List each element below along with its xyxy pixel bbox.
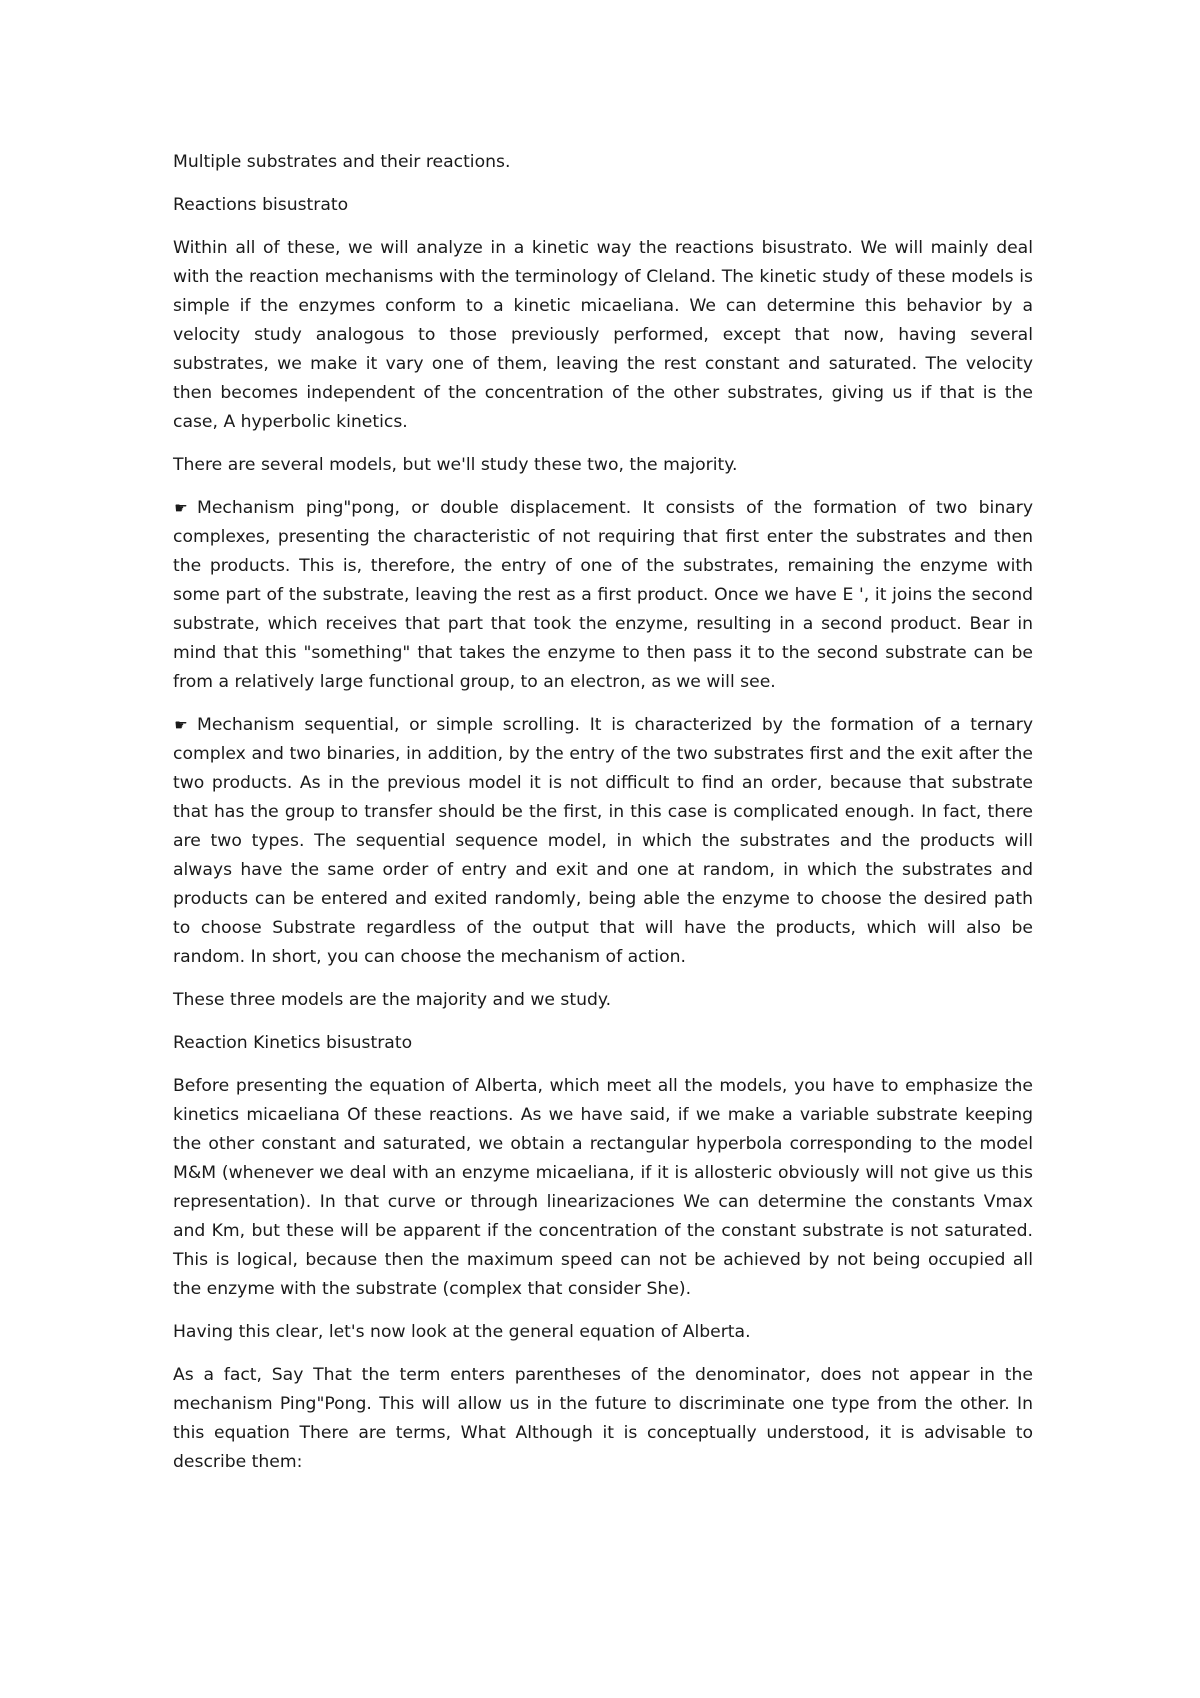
paragraph-alberta: Before presenting the equation of Alberta, which meet all the models, you have to emphasize the kinetics micaeliana Of these reactions. As we have said, if we make a variable substrate keeping the other constant and saturated, we obtain a rectangular hyperbola corresponding to the model M&M (whenever we deal with an enzyme micaeliana, if it is allosteric obviously will not give us this representation). In that curve or through linearizaciones We can determine the constants Vmax and Km, but these will be apparent if the concentration of the constant substrate is not saturated. This is logical, because then the maximum speed can not be achieved by not being occupied all the enzyme with the substrate (complex that consider She). bbox=[173, 1076, 1033, 1299]
paragraph-general-equation: Having this clear, let's now look at the general equation of Alberta. bbox=[173, 1322, 751, 1342]
bullet-item-sequential bbox=[173, 711, 1033, 972]
pointing-hand-icon: ☛ bbox=[174, 716, 188, 734]
pointing-hand-icon: ☛ bbox=[174, 499, 188, 517]
document-title: Multiple substrates and their reactions. bbox=[173, 152, 511, 172]
paragraph-intro: Within all of these, we will analyze in a kinetic way the reactions bisustrato. We will mainly deal with the reaction mechanisms with the terminology of Cleland. The kinetic study of these models is simple if the enzymes conform to a kinetic micaeliana. We can determine this behavior by a velocity study analogous to those previously performed, except that now, having several substrates, we make it vary one of them, leaving the rest constant and saturated. The velocity then becomes independent of the concentration of the other substrates, giving us if that is the case, A hyperbolic kinetics. bbox=[173, 238, 1033, 432]
paragraph-models: There are several models, but we'll study these two, the majority. bbox=[173, 455, 738, 475]
bullet-item-ping-pong bbox=[173, 494, 1033, 697]
paragraph-three-models: These three models are the majority and we study. bbox=[173, 990, 612, 1010]
section-heading-reaction-kinetics: Reaction Kinetics bisustrato bbox=[173, 1033, 413, 1053]
bullet-text-sequential: Mechanism sequential, or simple scrolling. It is characterized by the formation of a ternary complex and two binaries, in addition, by the entry of the two substrates first and the exit after the two products. As in the previous model it is not difficult to find an order, because that substrate that has the group to transfer should be the first, in this case is complicated enough. In fact, there are two types. The sequential sequence model, in which the substrates and the products will always have the same order of entry and exit and one at random, in which the substrates and products can be entered and exited randomly, being able the enzyme to choose the desired path to choose Substrate regardless of the output that will have the products, which will also be random. In short, you can choose the mechanism of action. bbox=[173, 715, 1033, 967]
paragraph-fact: As a fact, Say That the term enters parentheses of the denominator, does not appear in the mechanism Ping"Pong. This will allow us in the future to discriminate one type from the other. In this equation There are terms, What Although it is conceptually understood, it is advisable to describe them: bbox=[173, 1365, 1033, 1472]
section-heading-reactions-bisustrato: Reactions bisustrato bbox=[173, 195, 349, 215]
document-body bbox=[173, 148, 1033, 1491]
bullet-text-ping-pong: Mechanism ping"pong, or double displacement. It consists of the formation of two binary complexes, presenting the characteristic of not requiring that first enter the substrates and then the products. This is, therefore, the entry of one of the substrates, remaining the enzyme with some part of the substrate, leaving the rest as a first product. Once we have E ', it joins the second substrate, which receives that part that took the enzyme, resulting in a second product. Bear in mind that this "something" that takes the enzyme to then pass it to the second substrate can be from a relatively large functional group, to an electron, as we will see. bbox=[173, 498, 1033, 692]
